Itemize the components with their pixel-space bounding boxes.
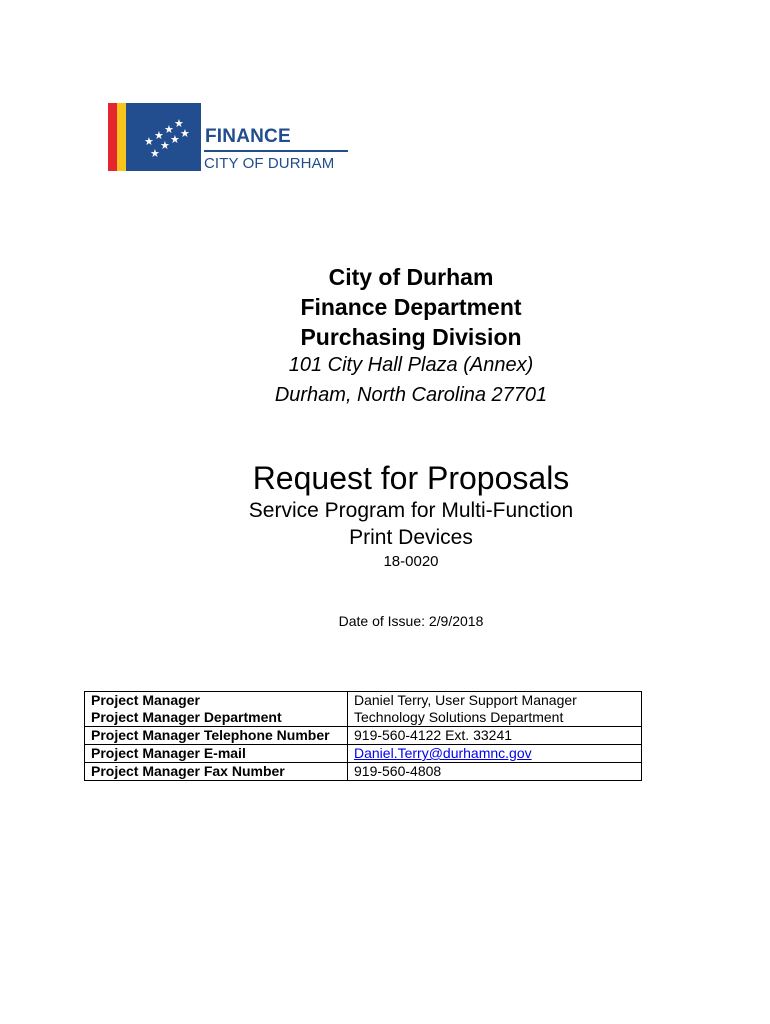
svg-text:★: ★ (174, 117, 184, 130)
svg-text:★: ★ (180, 127, 190, 140)
table-row (85, 692, 642, 727)
subtitle-line-2: Print Devices (349, 526, 473, 549)
email-value-cell (348, 745, 642, 763)
project-manager-label: Project Manager (91, 692, 200, 708)
row-label (85, 692, 348, 727)
date-of-issue: Date of Issue: 2/9/2018 (338, 613, 484, 629)
org-line-city: City of Durham (328, 264, 494, 290)
logo-brand-subtitle: CITY OF DURHAM (204, 155, 335, 172)
document-title: Request for Proposals (252, 460, 570, 496)
project-manager-department-label: Project Manager Department (91, 709, 282, 725)
fax-label: Project Manager Fax Number (85, 763, 348, 781)
address-block (0, 350, 770, 410)
project-manager-value: Daniel Terry, User Support Manager (354, 692, 577, 708)
telephone-label: Project Manager Telephone Number (85, 727, 348, 745)
email-link[interactable]: Daniel.Terry@durhamnc.gov (354, 745, 532, 761)
rfp-number: 18-0020 (383, 553, 439, 570)
subtitle-line-1: Service Program for Multi-Function (248, 499, 574, 522)
table-row (85, 727, 642, 745)
org-line-department: Finance Department (300, 294, 522, 320)
organization-heading (0, 262, 770, 352)
svg-text:★: ★ (150, 147, 160, 160)
table-row (85, 745, 642, 763)
org-line-division: Purchasing Division (300, 324, 522, 350)
logo-yellow-stripe (117, 103, 126, 171)
logo-rule (204, 150, 348, 152)
finance-city-of-durham-logo (108, 103, 358, 173)
logo-brand-word: FINANCE (205, 126, 291, 147)
project-contact-table (84, 691, 642, 781)
project-manager-department-value: Technology Solutions Department (354, 709, 564, 725)
svg-text:★: ★ (154, 129, 164, 142)
email-label: Project Manager E-mail (85, 745, 348, 763)
row-value (348, 692, 642, 727)
telephone-value: 919-560-4122 Ext. 33241 (348, 727, 642, 745)
svg-text:★: ★ (144, 135, 154, 148)
stars-icon (136, 115, 196, 161)
fax-value: 919-560-4808 (348, 763, 642, 781)
svg-text:★: ★ (160, 139, 170, 152)
table-row (85, 763, 642, 781)
address-line-city: Durham, North Carolina 27701 (274, 384, 548, 406)
svg-text:★: ★ (170, 133, 180, 146)
document-subtitle (0, 497, 770, 551)
svg-text:★: ★ (164, 123, 174, 136)
address-line-street: 101 City Hall Plaza (Annex) (288, 354, 534, 376)
logo-red-stripe (108, 103, 117, 171)
